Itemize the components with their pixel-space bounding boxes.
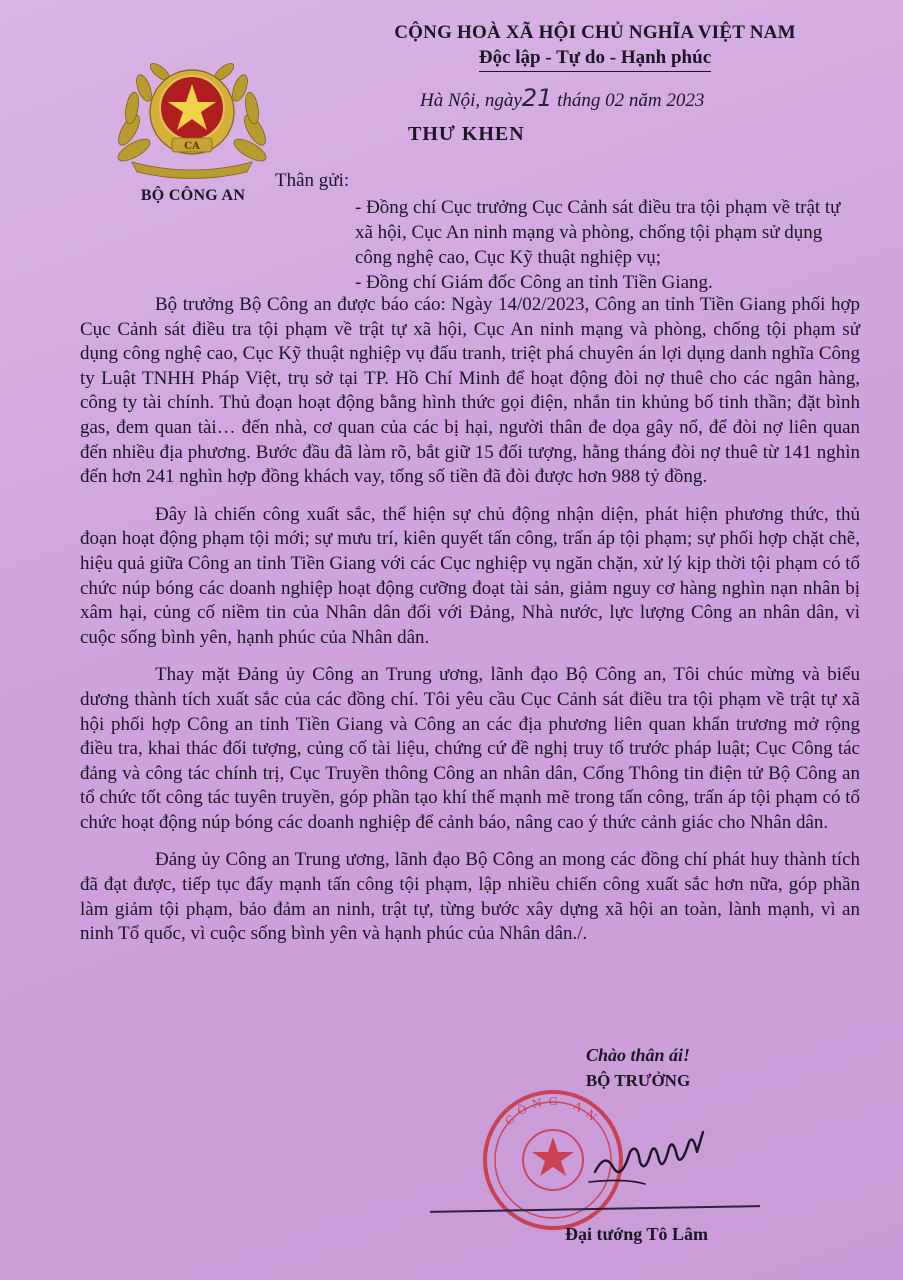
body-paragraph: Đảng ủy Công an Trung ương, lãnh đạo Bộ Công an mong các đồng chí phát huy thành tích đã đạt được, tiếp tục đẩy mạnh tấn công tội phạm, lập nhiều chiến công xuất sắc hơn nữa, góp phần làm giảm tội phạm, bảo đảm an ninh, trật tự, từng bước xây dựng xã hội an toàn, lành mạnh, vì an ninh Tổ quốc, vì cuộc sống bình yên và hạnh phúc của Nhân dân./. xyxy=(80,849,860,945)
date-prefix: Hà Nội, ngày xyxy=(420,90,522,111)
svg-text:CA: CA xyxy=(184,141,200,152)
salutation: Thân gửi: xyxy=(275,170,350,191)
ministry-name: BỘ CÔNG AN xyxy=(140,187,246,204)
date-line xyxy=(420,84,704,112)
recipient-item: - Đồng chí Cục trưởng Cục Cảnh sát điều tra tội phạm về trật tự xã hội, Cục An ninh mạng và phòng, chống tội phạm sử dụng công nghệ cao, Cục Kỹ thuật nghiệp vụ; xyxy=(355,197,841,268)
recipient-list xyxy=(355,195,855,295)
police-emblem-icon xyxy=(112,50,272,180)
body-paragraph: Thay mặt Đảng ủy Công an Trung ương, lãnh đạo Bộ Công an, Tôi chúc mừng và biểu dương thành tích xuất sắc của các đồng chí. Tôi yêu cầu Cục Cảnh sát điều tra tội phạm về trật tự xã hội phối hợp Công an tỉnh Tiền Giang và Công an các địa phương liên quan khẩn trương mở rộng điều tra, khai thác đối tượng, củng cố tài liệu, chứng cứ đề nghị truy tố trước pháp luật; Cục Công tác đảng và công tác chính trị, Cục Truyền thông Công an nhân dân, Cổng Thông tin điện tử Bộ Công an tổ chức tốt công tác tuyên truyền, góp phần tạo khí thế mạnh mẽ trong tấn công, trấn áp tội phạm có tổ chức hoạt động núp bóng các doanh nghiệp để cảnh báo, nâng cao ý thức cảnh giác cho Nhân dân. xyxy=(80,664,860,833)
signer-name: Đại tướng Tô Lâm xyxy=(565,1224,708,1244)
country-name: CỘNG HOÀ XÃ HỘI CHỦ NGHĨA VIỆT NAM xyxy=(394,22,796,43)
handwritten-signature-icon xyxy=(585,1112,715,1192)
body-paragraph: Bộ trưởng Bộ Công an được báo cáo: Ngày 14/02/2023, Công an tỉnh Tiền Giang phối hợp Cục Cảnh sát điều tra tội phạm về trật tự xã hội, Cục An ninh mạng và phòng, chống tội phạm sử dụng công nghệ cao, Cục Kỹ thuật nghiệp vụ đấu tranh, triệt phá chuyên án lợi dụng danh nghĩa Công ty Luật TNHH Pháp Việt, trụ sở tại TP. Hồ Chí Minh để hoạt động đòi nợ thuê cho các ngân hàng, công ty tài chính. Thủ đoạn hoạt động bằng hình thức gọi điện, nhắn tin khủng bố tinh thần; đặt bình gas, đem quan tài… đến nhà, cơ quan của các bị hại, người thân đe dọa gây nổ, để đòi nợ liên quan đến nhiều địa phương. Bước đầu đã làm rõ, bắt giữ 15 đối tượng, hằng tháng đòi nợ thuê từ 141 nghìn đến hơn 241 nghìn hợp đồng khách vay, tổng số tiền đã đòi được hơn 988 tỷ đồng. xyxy=(80,294,860,488)
date-suffix: tháng 02 năm 2023 xyxy=(557,90,705,111)
recipient-item: - Đồng chí Giám đốc Công an tỉnh Tiền Giang. xyxy=(355,272,713,293)
national-motto: Độc lập - Tự do - Hạnh phúc xyxy=(479,47,711,72)
document-title: THƯ KHEN xyxy=(408,123,525,145)
national-header xyxy=(330,22,860,72)
date-day: 21 xyxy=(521,84,553,112)
svg-text:CÔNG AN: CÔNG AN xyxy=(502,1094,604,1128)
closing-greeting: Chào thân ái! xyxy=(585,1045,691,1065)
body-paragraph: Đây là chiến công xuất sắc, thể hiện sự chủ động nhận diện, phát hiện phương thức, thủ đoạn hoạt động phạm tội mới; sự mưu trí, kiên quyết tấn công, trấn áp tội phạm; sự phối hợp chặt chẽ, hiệu quả giữa Công an tỉnh Tiền Giang với các Cục nghiệp vụ ngăn chặn, xử lý kịp thời tội phạm có tổ chức núp bóng các doanh nghiệp hoạt động cưỡng đoạt tài sản, giảm nguy cơ hàng nghìn nạn nhân bị xâm hại, củng cố niềm tin của Nhân dân đối với Đảng, Nhà nước, lực lượng Công an nhân dân, vì cuộc sống bình yên, hạnh phúc của Nhân dân. xyxy=(80,503,860,648)
letter-body xyxy=(80,293,860,960)
signer-role: BỘ TRƯỞNG xyxy=(585,1071,691,1090)
